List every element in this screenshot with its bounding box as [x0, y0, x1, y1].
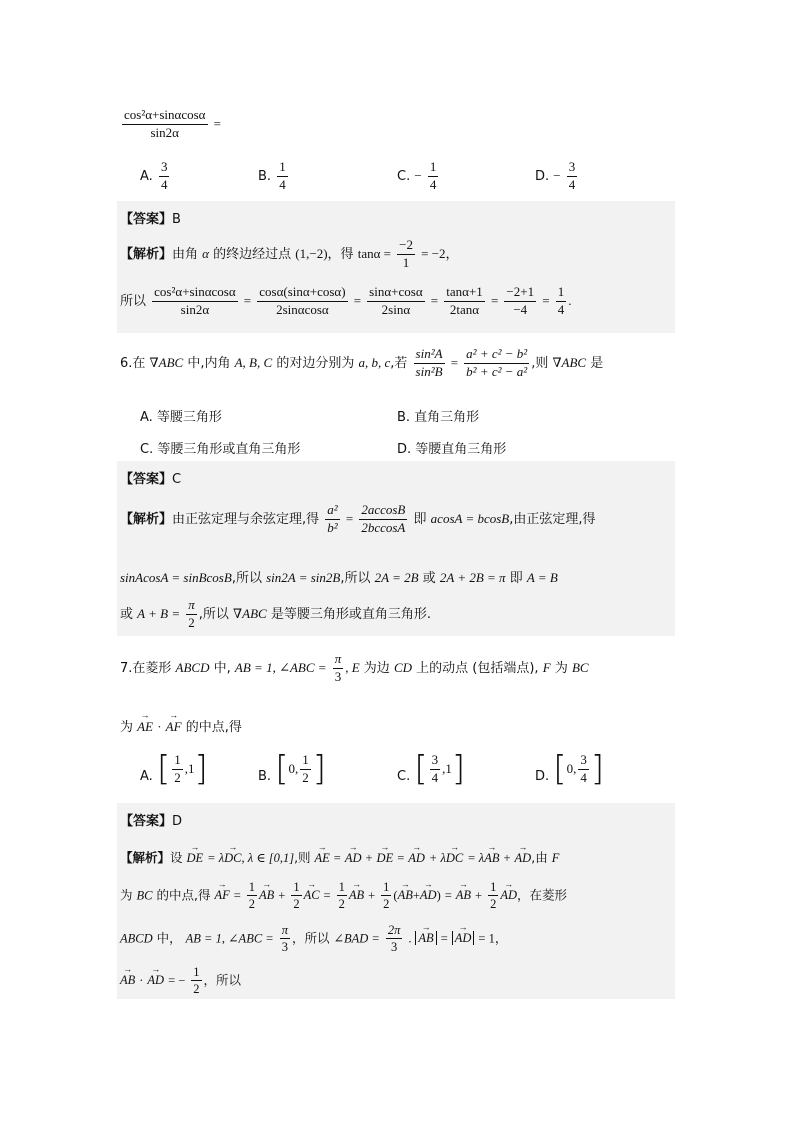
math: ABCD — [120, 931, 153, 946]
text: ，得 — [327, 246, 354, 262]
text: 上的动点 (包括端点), — [416, 660, 539, 676]
denominator: 4 — [557, 301, 565, 317]
text: 是等腰三角形或直角三角形. — [270, 606, 431, 622]
interval — [156, 749, 208, 789]
math: 2A = 2B — [374, 570, 419, 585]
math: BC — [571, 659, 589, 675]
fraction — [333, 652, 344, 685]
fraction — [414, 347, 445, 380]
q5-option-a[interactable] — [140, 160, 171, 193]
math: ,1 — [442, 761, 452, 776]
math: = λ — [467, 851, 485, 865]
fraction — [152, 285, 238, 318]
math: a, b, c — [358, 354, 391, 370]
fraction — [172, 753, 183, 786]
math: · — [139, 973, 144, 988]
fraction — [381, 880, 391, 912]
text: 或 — [422, 571, 436, 586]
fraction — [504, 285, 536, 318]
fraction — [464, 347, 529, 380]
fraction — [186, 598, 197, 631]
fraction — [488, 880, 498, 912]
numerator: sin²A — [414, 347, 445, 364]
math: = −2 — [421, 245, 446, 261]
vector: → AD — [345, 851, 362, 866]
option-numerator: 1 — [428, 160, 439, 177]
q6-option-b[interactable]: B. 直角三角形 — [397, 410, 480, 425]
answer-value: D — [172, 814, 183, 829]
denominator: b² — [327, 519, 338, 535]
denominator: 3 — [281, 940, 288, 955]
numerator: a² — [325, 503, 339, 520]
vector: → AE — [315, 851, 330, 866]
option-label: B. — [258, 769, 272, 784]
q7-analysis-line-3: ABCD 中， AB = 1, ∠ABC = $\frac{\pi}{3}$ ，所以 ∠BAD = $\frac{2\pi}{3}$ . → AB = → AD = 1， — [120, 923, 507, 955]
text: ,则 — [531, 355, 549, 371]
text: 的终边经过点 — [213, 246, 292, 262]
vector: → AD — [420, 888, 437, 903]
answer-tag: 【答案】 — [120, 814, 173, 829]
bracket-right: ] — [312, 749, 326, 789]
q7-option-d[interactable] — [535, 749, 605, 789]
q7-analysis-line-2: 为 BC 的中点,得 → AF = $\frac{1}{2}$ → AB + $\frac{1}{2}$ → AC = $\frac{1}{2}$ → AB + $\frac{1}{2}$ (→ AB+→ AD) = → AB + $\frac{1}{2}$ → AD，在菱形 — [120, 880, 567, 912]
denominator: sin²B — [415, 363, 443, 379]
vector: → AB — [349, 888, 364, 903]
text: 的中点,得 — [156, 887, 211, 903]
math: = — [450, 354, 459, 370]
numerator: a² + c² − b² — [464, 347, 529, 364]
text: 的中点,得 — [185, 720, 242, 735]
answer-tag: 【答案】 — [120, 472, 173, 487]
numerator: 1 — [191, 965, 201, 981]
analysis-tag: 【解析】 — [120, 511, 173, 527]
q5-fraction — [122, 108, 208, 141]
text: 是 — [590, 355, 604, 371]
answer-tag: 【答案】 — [120, 212, 173, 227]
fraction — [386, 923, 403, 955]
vector: → DE — [187, 851, 204, 866]
denominator: 2sinα — [381, 301, 411, 317]
denominator: 2 — [188, 614, 195, 630]
fraction — [578, 753, 589, 786]
text: ， — [445, 246, 459, 262]
option-fraction — [428, 160, 439, 193]
text: 为 — [120, 887, 133, 903]
math: = — [397, 851, 405, 865]
numerator: 1 — [300, 753, 311, 770]
interval — [414, 749, 466, 789]
numerator: 3 — [430, 753, 441, 770]
option-numerator: 3 — [159, 160, 170, 177]
q7-analysis-line-4 — [120, 965, 241, 997]
q7-stem-line-1 — [120, 652, 589, 685]
text: ， — [494, 930, 508, 946]
math: , λ ∈ [0,1] — [241, 851, 295, 865]
q6-answer — [120, 468, 181, 487]
numerator: π — [280, 923, 290, 939]
magnitude — [415, 931, 436, 945]
vector: → AB — [120, 973, 135, 988]
text: ,则 — [294, 850, 311, 865]
vector: → AB — [456, 888, 471, 903]
numerator: 1 — [556, 285, 567, 302]
math: F — [551, 851, 560, 865]
text: ，所以 — [291, 930, 330, 946]
denominator: 2bccosA — [361, 519, 406, 535]
text: 由正弦定理与余弦定理,得 — [172, 511, 320, 527]
bracket-right: ] — [590, 749, 605, 789]
fraction — [257, 285, 347, 318]
math: · — [157, 719, 162, 734]
q5-analysis-line-1 — [120, 238, 459, 271]
text: ,所以 — [231, 571, 262, 586]
math: F — [542, 659, 551, 675]
numerator: cosα(sinα+cosα) — [257, 285, 347, 302]
q7-option-a[interactable] — [140, 749, 208, 789]
denominator: 2 — [490, 897, 497, 912]
option-label: B. — [258, 168, 272, 184]
q5-expression — [120, 108, 221, 141]
q5-expr-denominator: sin2α — [150, 124, 179, 140]
option-fraction — [567, 160, 578, 193]
text: 中,内角 — [187, 355, 231, 371]
text: 6.在 — [120, 355, 146, 371]
denominator: 2 — [248, 897, 255, 912]
text: 7.在菱形 — [120, 660, 172, 676]
math: BC — [136, 888, 153, 903]
vector: → DC — [446, 851, 463, 866]
math: AB = 1, ∠ABC = — [185, 931, 274, 946]
math: tanα = — [357, 245, 391, 261]
vector: → AD — [147, 973, 164, 988]
magnitude — [452, 931, 475, 945]
math: AB = 1, ∠ABC = — [234, 659, 327, 675]
q7-answer — [120, 810, 182, 829]
option-fraction — [277, 160, 288, 193]
bracket-left: [ — [275, 749, 289, 789]
option-label: D. — [535, 769, 550, 784]
numerator: 1 — [488, 880, 498, 896]
numerator: 1 — [381, 880, 391, 896]
denominator: 2 — [302, 769, 309, 785]
q5-analysis-line-2 — [120, 285, 571, 318]
math: = 1 — [478, 931, 495, 946]
math: = − — [168, 973, 186, 988]
q5-option-d[interactable] — [535, 160, 579, 193]
fraction — [556, 285, 567, 318]
denominator: 2 — [338, 897, 345, 912]
math: = — [353, 292, 362, 308]
text: 所以 — [120, 293, 147, 309]
option-sign: − — [414, 167, 422, 183]
text: 由角 — [172, 246, 199, 262]
math: = — [542, 292, 550, 308]
denominator: 2tanα — [449, 301, 480, 317]
math: 2A + 2B = π — [439, 570, 506, 585]
numerator: 3 — [578, 753, 589, 770]
math: ∇ABC — [149, 354, 184, 370]
text: 为 — [554, 660, 568, 676]
math: , E — [345, 659, 360, 675]
vector: → AB — [418, 931, 433, 946]
numerator: π — [333, 652, 344, 669]
analysis-tag: 【解析】 — [120, 850, 171, 865]
text: 为边 — [363, 660, 390, 676]
math: ABCD — [175, 659, 210, 675]
math: acosA = bcosB — [430, 510, 510, 526]
vector: → AE — [137, 719, 153, 735]
math: ∇ABC — [552, 354, 587, 370]
math: = — [490, 292, 499, 308]
q5-answer — [120, 208, 181, 227]
text: 或 — [120, 606, 134, 622]
bracket-left: [ — [156, 749, 171, 789]
q5-expr-equals: = — [213, 115, 221, 131]
math: A = B — [526, 570, 558, 585]
vector: → AB — [398, 888, 413, 903]
bracket-left: [ — [414, 749, 428, 789]
q6-option-d[interactable]: D. 等腰直角三角形 — [397, 442, 507, 457]
fraction — [191, 965, 201, 997]
fraction — [337, 880, 347, 912]
denominator: 3 — [334, 668, 342, 684]
denominator: 3 — [390, 940, 398, 955]
vector: → AD — [408, 851, 425, 866]
math: = λ — [207, 851, 225, 865]
fraction — [359, 503, 407, 536]
option-label: D. — [535, 168, 550, 184]
fraction — [291, 880, 301, 912]
text: ,若 — [390, 355, 408, 371]
vector: → DE — [377, 851, 394, 866]
numerator: 1 — [247, 880, 257, 896]
q6-analysis-line-2 — [120, 567, 558, 586]
option-sign: − — [553, 167, 561, 183]
denominator: 2 — [383, 897, 390, 912]
option-denominator: 4 — [568, 176, 576, 192]
text: ，所以 — [203, 972, 242, 988]
text: 的对边分别为 — [276, 355, 355, 371]
q6-analysis-line-1: 【解析】由正弦定理与余弦定理,得 $\frac{\text{a²}}{\text{b²}}$ = $\frac{2accosB}{2bccosA}$ 即 acosA = bcosB,由正弦定理,得 — [120, 502, 596, 535]
vector: → AD — [500, 888, 517, 903]
denominator: 2 — [293, 897, 300, 912]
math: sin2A = sin2B — [266, 570, 341, 585]
math: A + B = — [137, 605, 181, 621]
math: + — [503, 851, 511, 865]
q5-expr-numerator: cos²α+sinαcosα — [122, 108, 208, 125]
math: ∇ABC — [233, 605, 267, 621]
option-label: C. — [397, 168, 411, 184]
denominator: 2 — [174, 769, 181, 785]
math: 0, — [566, 761, 577, 776]
math: ∠BAD = — [333, 931, 380, 946]
numerator: 1 — [337, 880, 347, 896]
math: + λ — [428, 851, 446, 865]
text: ,由正弦定理,得 — [509, 511, 596, 527]
denominator: 2sinαcosα — [276, 301, 329, 317]
numerator: −2+1 — [504, 285, 536, 302]
q7-stem-line-2 — [120, 716, 242, 735]
fraction — [430, 753, 441, 786]
denominator: b² + c² − a² — [466, 363, 528, 379]
option-denominator: 4 — [160, 176, 168, 192]
fraction — [300, 753, 311, 786]
q6-option-c[interactable]: C. 等腰三角形或直角三角形 — [140, 442, 301, 457]
math: + — [365, 851, 373, 865]
denominator: −4 — [513, 301, 528, 317]
q5-option-b[interactable] — [258, 160, 290, 193]
math: . — [408, 931, 412, 946]
bracket-right: ] — [194, 749, 208, 789]
option-numerator: 3 — [567, 160, 578, 177]
numerator: 2π — [386, 923, 403, 939]
numerator: −2 — [397, 238, 415, 255]
vector: → AF — [214, 888, 229, 903]
fraction — [397, 238, 415, 271]
bracket-left: [ — [553, 749, 567, 789]
vector: → AF — [166, 719, 182, 735]
text: ,所以 — [340, 571, 371, 586]
bracket-right: ] — [451, 749, 466, 789]
option-label: A. — [140, 168, 153, 184]
q7-analysis-line-1 — [120, 848, 559, 866]
text: 中， — [156, 930, 182, 946]
math: = — [333, 851, 341, 865]
math: . — [568, 292, 572, 308]
math: sinAcosA = sinBcosB — [120, 570, 232, 585]
option-label: A. — [140, 769, 153, 784]
fraction — [444, 285, 485, 318]
text: 为 — [120, 720, 134, 735]
q6-option-a[interactable]: A. 等腰三角形 — [140, 410, 222, 425]
text: 即 — [509, 571, 523, 586]
numerator: 1 — [172, 753, 183, 770]
numerator: cos²α+sinαcosα — [152, 285, 238, 302]
denominator: 1 — [402, 254, 410, 270]
option-denominator: 4 — [279, 176, 286, 192]
numerator: π — [186, 598, 197, 615]
fraction — [325, 503, 339, 536]
math: 0, — [288, 761, 299, 776]
q6-stem — [120, 347, 603, 380]
fraction — [247, 880, 257, 912]
answer-value: C — [172, 472, 182, 487]
numerator: 2accosB — [359, 503, 407, 520]
vector: → AB — [484, 851, 499, 866]
text: 即 — [413, 511, 427, 527]
text: 设 — [170, 850, 183, 865]
vector: → AD — [455, 931, 472, 946]
numerator: tanα+1 — [444, 285, 485, 302]
math: ,1 — [184, 761, 195, 776]
math: α — [202, 245, 209, 261]
vector: → AC — [304, 888, 320, 903]
q5-option-c[interactable] — [397, 160, 440, 193]
q6-analysis-line-3 — [120, 598, 431, 631]
fraction — [280, 923, 290, 955]
text: ,所以 — [198, 606, 229, 622]
vector: → AB — [259, 888, 274, 903]
option-label: C. — [397, 769, 411, 784]
text: ，在菱形 — [517, 887, 568, 903]
option-fraction — [159, 160, 170, 193]
answer-value: B — [172, 212, 181, 227]
fraction — [367, 285, 424, 318]
option-denominator: 4 — [429, 176, 437, 192]
option-numerator: 1 — [277, 160, 288, 177]
denominator: sin2α — [180, 301, 210, 317]
vector: → AD — [515, 851, 532, 866]
math: CD — [393, 659, 413, 675]
denominator: 2 — [193, 982, 200, 997]
vector: → DC — [224, 851, 241, 866]
math: A, B, C — [234, 354, 273, 370]
interval — [275, 749, 326, 789]
q7-option-b[interactable] — [258, 749, 326, 789]
interval — [553, 749, 605, 789]
q7-option-c[interactable] — [397, 749, 466, 789]
text: ,由 — [531, 850, 548, 865]
numerator: 1 — [291, 880, 301, 896]
math: = — [243, 292, 252, 308]
denominator: 4 — [580, 769, 587, 785]
denominator: 4 — [431, 769, 439, 785]
text: 中, — [213, 660, 231, 676]
analysis-tag: 【解析】 — [120, 246, 173, 262]
math: = — [430, 292, 439, 308]
math: (1,−2) — [295, 245, 328, 261]
numerator: sinα+cosα — [367, 285, 424, 302]
